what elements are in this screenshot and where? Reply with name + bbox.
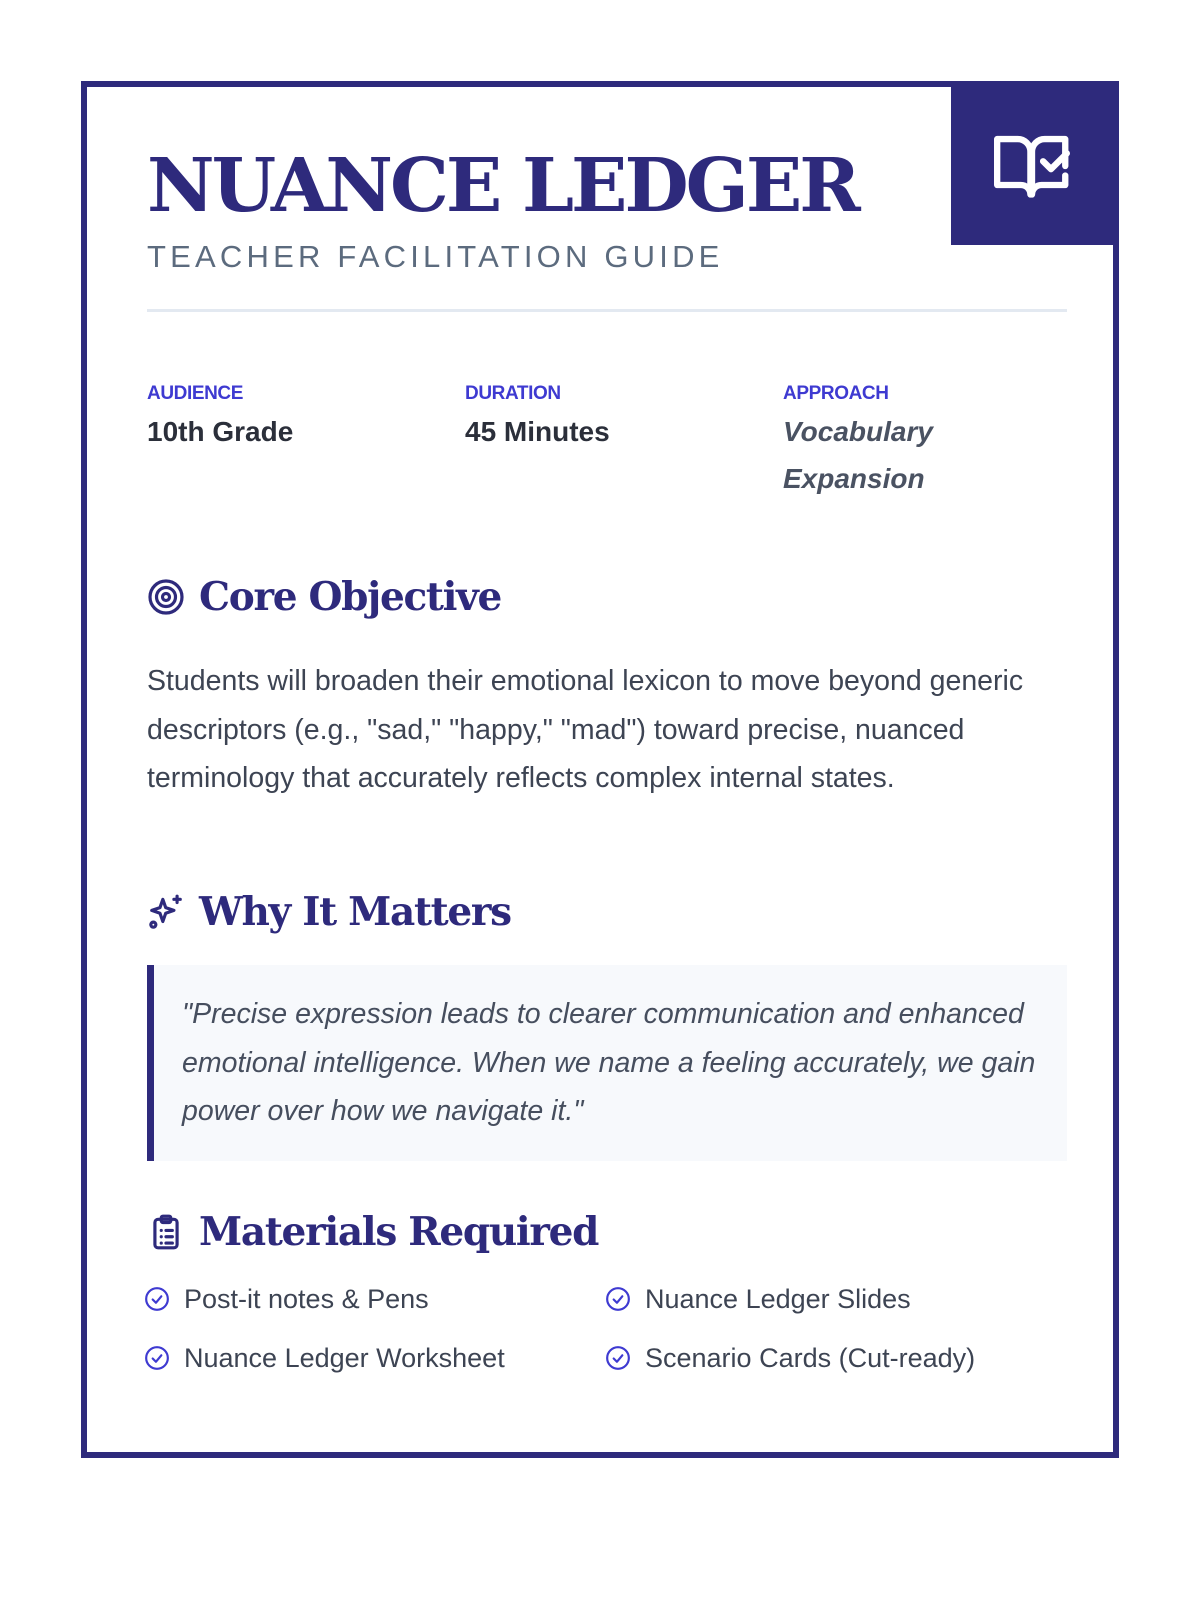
book-check-icon bbox=[994, 131, 1070, 201]
section-why-it-matters bbox=[147, 888, 511, 936]
meta-label: AUDIENCE bbox=[147, 383, 244, 404]
circle-check-icon bbox=[144, 1286, 170, 1312]
list-item bbox=[144, 1341, 505, 1375]
section-title: Why It Matters bbox=[199, 889, 511, 935]
material-label: Nuance Ledger Slides bbox=[645, 1284, 911, 1314]
list-item bbox=[605, 1282, 911, 1316]
material-label: Nuance Ledger Worksheet bbox=[184, 1343, 505, 1373]
material-label: Post-it notes & Pens bbox=[184, 1284, 429, 1314]
list-item bbox=[605, 1341, 975, 1375]
meta-audience bbox=[147, 383, 407, 455]
meta-value: 10th Grade bbox=[147, 416, 294, 447]
section-core-objective bbox=[147, 573, 501, 621]
clipboard-list-icon bbox=[147, 1213, 185, 1251]
meta-label: DURATION bbox=[465, 383, 561, 404]
meta-approach bbox=[783, 383, 1013, 502]
meta-duration bbox=[465, 383, 725, 455]
page-subtitle: TEACHER FACILITATION GUIDE bbox=[147, 239, 724, 274]
guide-card bbox=[81, 81, 1119, 1458]
section-title: Materials Required bbox=[199, 1209, 599, 1255]
meta-label: APPROACH bbox=[783, 383, 889, 404]
circle-check-icon bbox=[144, 1345, 170, 1371]
sparkles-icon bbox=[147, 893, 185, 931]
meta-value: Vocabulary Expansion bbox=[783, 416, 933, 494]
quote-block bbox=[147, 965, 1067, 1161]
circle-check-icon bbox=[605, 1345, 631, 1371]
header-divider bbox=[147, 309, 1067, 312]
objective-text: Students will broaden their emotional lexicon to move beyond generic descriptors (e.g., "sad," "happy," "mad") toward precise, nuanced terminology that accurately reflects complex internal states. bbox=[147, 665, 1024, 794]
circle-check-icon bbox=[605, 1286, 631, 1312]
section-materials bbox=[147, 1208, 598, 1256]
material-label: Scenario Cards (Cut-ready) bbox=[645, 1343, 976, 1373]
corner-badge bbox=[951, 87, 1113, 245]
page-title: NUANCE LEDGER bbox=[147, 143, 858, 229]
list-item bbox=[144, 1282, 429, 1316]
meta-value: 45 Minutes bbox=[465, 416, 610, 447]
section-title: Core Objective bbox=[199, 574, 502, 620]
target-icon bbox=[147, 578, 185, 616]
quote-text: "Precise expression leads to clearer communication and enhanced emotional intelligence. When we name a feeling accurately, we gain power over how we navigate it." bbox=[182, 998, 1036, 1127]
